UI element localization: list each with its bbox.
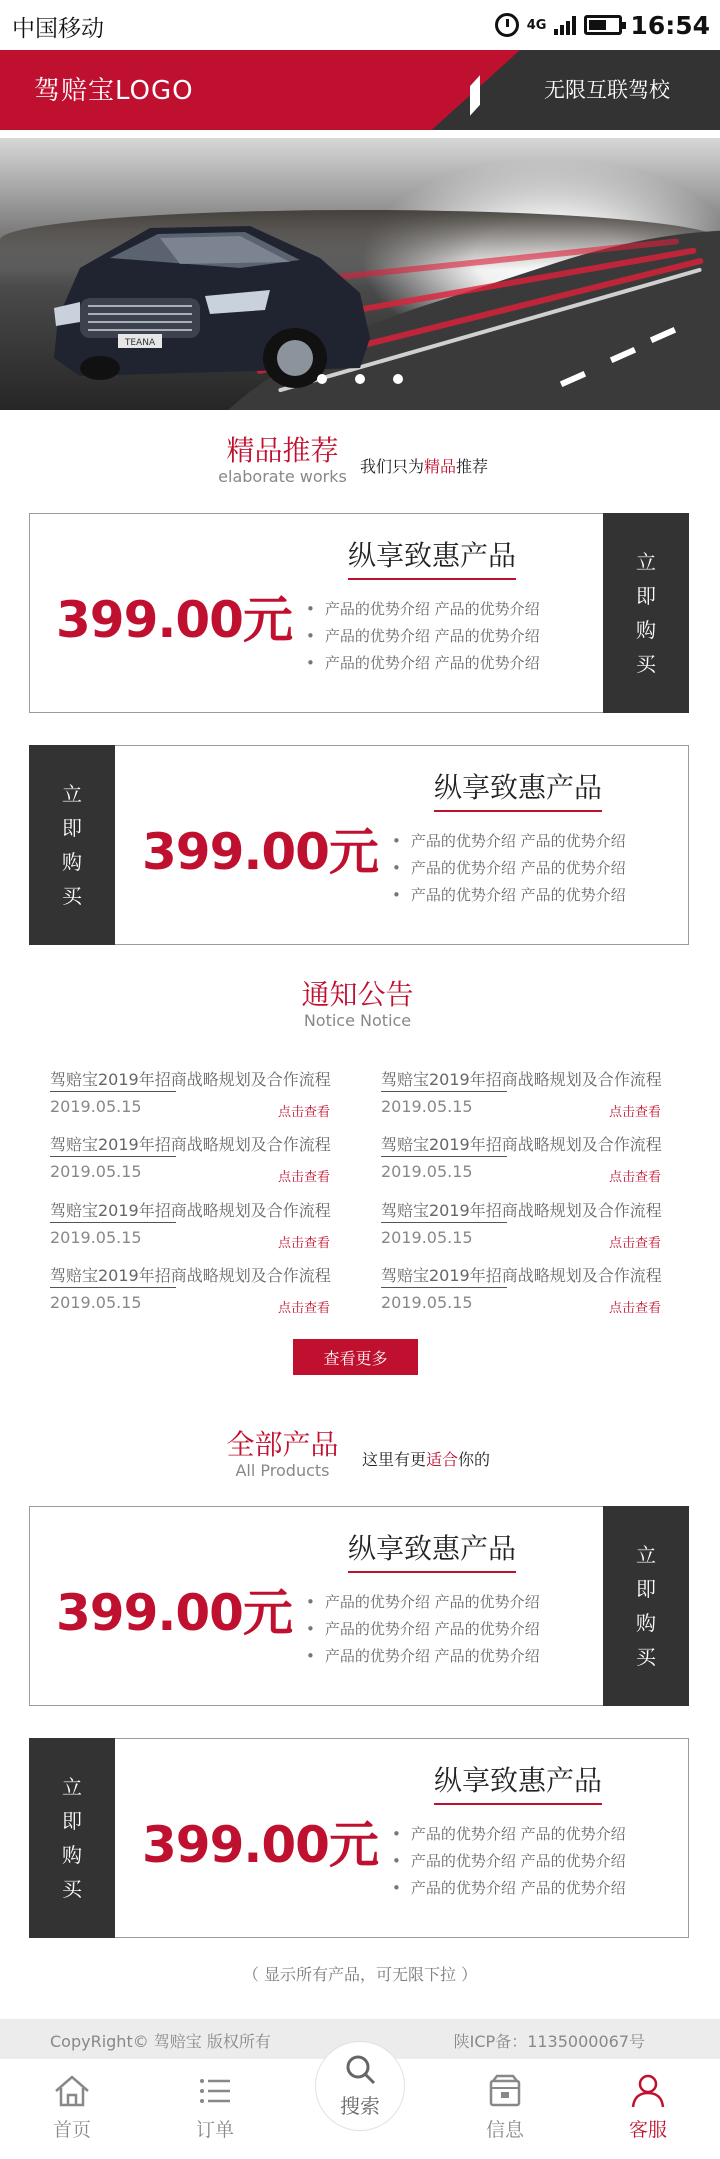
buy-label-char: 即 (636, 1577, 656, 1601)
carousel-indicators (0, 374, 720, 384)
notice-item-title[interactable]: 驾赔宝2019年招商战略规划及合作流程 (50, 1201, 331, 1220)
buy-now-button[interactable] (603, 1506, 689, 1706)
search-icon (342, 2052, 378, 2088)
notice-subtitle: Notice Notice (303, 1011, 412, 1030)
product-price: 399.00元 (56, 1584, 292, 1642)
tab-label: 搜索 (340, 2094, 380, 2118)
notice-item-title[interactable]: 驾赔宝2019年招商战略规划及合作流程 (50, 1266, 331, 1285)
all-products-note-highlight: 适合 (426, 1450, 459, 1469)
notice-item-title[interactable]: 驾赔宝2019年招商战略规划及合作流程 (50, 1135, 331, 1154)
all-products-section-title (215, 1428, 350, 1480)
notice-item-date: 2019.05.15 (381, 1162, 473, 1181)
notice-divider (381, 1091, 507, 1092)
feature-item: • 产品的优势介绍 产品的优势介绍 (306, 596, 540, 623)
all-products-title: 全部产品 (226, 1428, 339, 1461)
featured-note-highlight: 精品 (424, 457, 457, 476)
all-products-note-prefix: 这里有更 (362, 1450, 427, 1469)
notice-item-date: 2019.05.15 (50, 1293, 142, 1312)
notice-item-date: 2019.05.15 (50, 1162, 142, 1181)
status-indicators (495, 10, 710, 40)
all-products-note-suffix: 你的 (458, 1450, 491, 1469)
notice-item-date: 2019.05.15 (381, 1228, 473, 1247)
product-card[interactable] (29, 513, 689, 713)
tab-search[interactable] (315, 2041, 405, 2131)
network-type: 4G (526, 17, 547, 33)
featured-subtitle: elaborate works (218, 467, 347, 486)
buy-label-char: 立 (636, 550, 656, 574)
home-icon (52, 2073, 92, 2109)
feature-item: • 产品的优势介绍 产品的优势介绍 (392, 1848, 626, 1875)
buy-label-char: 购 (62, 850, 82, 874)
buy-now-button[interactable] (29, 745, 115, 945)
alarm-icon (495, 13, 519, 37)
product-price: 399.00元 (142, 823, 378, 881)
product-name: 纵享致惠产品 (348, 1527, 516, 1573)
feature-item: • 产品的优势介绍 产品的优势介绍 (306, 1643, 540, 1670)
product-price: 399.00元 (142, 1816, 378, 1874)
notice-item-title[interactable]: 驾赔宝2019年招商战略规划及合作流程 (381, 1266, 662, 1285)
featured-note-prefix: 我们只为 (360, 457, 425, 476)
notice-item-link[interactable]: 点击查看 (608, 1301, 661, 1316)
notice-item[interactable] (50, 1132, 330, 1192)
notice-item-link[interactable]: 点击查看 (277, 1170, 330, 1185)
buy-label-char: 买 (636, 652, 656, 676)
tab-home[interactable] (22, 2073, 122, 2142)
bottom-tab-bar (0, 2059, 720, 2159)
tab-label: 首页 (52, 2119, 91, 2141)
product-name: 纵享致惠产品 (434, 766, 602, 812)
product-card[interactable] (29, 745, 689, 945)
tab-label: 客服 (628, 2119, 667, 2141)
tab-messages[interactable] (455, 2073, 555, 2142)
notice-divider (50, 1222, 176, 1223)
tab-customer-service[interactable] (598, 2073, 698, 2142)
user-icon (628, 2073, 668, 2109)
notice-divider (50, 1091, 176, 1092)
status-bar (0, 0, 720, 50)
buy-label-char: 立 (62, 782, 82, 806)
notice-item-title[interactable]: 驾赔宝2019年招商战略规划及合作流程 (381, 1070, 662, 1089)
product-price: 399.00元 (56, 591, 292, 649)
car-image (40, 198, 380, 398)
buy-label-char: 买 (636, 1645, 656, 1669)
notice-divider (50, 1287, 176, 1288)
buy-label-char: 立 (636, 1543, 656, 1567)
notice-item-link[interactable]: 点击查看 (608, 1105, 661, 1120)
buy-now-button[interactable] (603, 513, 689, 713)
featured-note (360, 454, 488, 477)
buy-label-char: 买 (62, 1877, 82, 1901)
buy-now-button[interactable] (29, 1738, 115, 1938)
notice-divider (381, 1156, 507, 1157)
carousel-dot[interactable] (355, 374, 365, 384)
notice-item[interactable] (50, 1263, 330, 1323)
battery-icon (584, 15, 622, 35)
product-features (392, 828, 626, 909)
product-name: 纵享致惠产品 (348, 534, 516, 580)
feature-item: • 产品的优势介绍 产品的优势介绍 (392, 855, 626, 882)
buy-label-char: 购 (62, 1843, 82, 1867)
notice-item[interactable] (381, 1198, 661, 1258)
buy-label-char: 即 (62, 816, 82, 840)
icp-number: 陕ICP备：1135000067号 (453, 2032, 645, 2051)
hero-banner[interactable] (0, 138, 720, 410)
notice-item-date: 2019.05.15 (50, 1097, 142, 1116)
carousel-dot[interactable] (393, 374, 403, 384)
app-header (0, 50, 720, 130)
notice-item[interactable] (50, 1198, 330, 1258)
notice-item-link[interactable]: 点击查看 (277, 1105, 330, 1120)
notice-item-date: 2019.05.15 (381, 1293, 473, 1312)
product-card[interactable] (29, 1506, 689, 1706)
notice-item-date: 2019.05.15 (381, 1097, 473, 1116)
feature-item: • 产品的优势介绍 产品的优势介绍 (306, 650, 540, 677)
notice-item-title[interactable]: 驾赔宝2019年招商战略规划及合作流程 (381, 1135, 662, 1154)
notice-item-link[interactable]: 点击查看 (608, 1170, 661, 1185)
list-icon (195, 2073, 235, 2109)
notice-item-link[interactable]: 点击查看 (277, 1236, 330, 1251)
tab-label: 信息 (485, 2119, 524, 2141)
carrier-name: 中国移动 (12, 16, 104, 42)
feature-item: • 产品的优势介绍 产品的优势介绍 (392, 828, 626, 855)
all-products-note (362, 1447, 490, 1470)
product-card[interactable] (29, 1738, 689, 1938)
notice-section-title (290, 978, 425, 1030)
clock-time: 16:54 (630, 10, 710, 40)
notice-item[interactable] (381, 1263, 661, 1323)
featured-title: 精品推荐 (226, 434, 339, 467)
product-features (392, 1821, 626, 1902)
notice-divider (381, 1287, 507, 1288)
message-box-icon (485, 2073, 525, 2109)
carousel-dot[interactable] (317, 374, 327, 384)
license-plate: TEANA (124, 338, 156, 348)
feature-item: • 产品的优势介绍 产品的优势介绍 (392, 882, 626, 909)
buy-label-char: 购 (636, 1611, 656, 1635)
notice-item-date: 2019.05.15 (50, 1228, 142, 1247)
feature-item: • 产品的优势介绍 产品的优势介绍 (306, 1616, 540, 1643)
feature-item: • 产品的优势介绍 产品的优势介绍 (392, 1821, 626, 1848)
featured-note-suffix: 推荐 (456, 457, 489, 476)
copyright-text: CopyRight© 驾赔宝 版权所有 (50, 2032, 271, 2051)
feature-item: • 产品的优势介绍 产品的优势介绍 (306, 1589, 540, 1616)
buy-label-char: 购 (636, 618, 656, 642)
all-products-subtitle: All Products (235, 1461, 330, 1480)
header-slogan: 无限互联驾校 (544, 78, 670, 102)
notice-item[interactable] (381, 1132, 661, 1192)
notice-item-title[interactable]: 驾赔宝2019年招商战略规划及合作流程 (381, 1201, 662, 1220)
featured-section-title (215, 434, 350, 486)
tab-label: 订单 (195, 2119, 234, 2141)
buy-label-char: 即 (636, 584, 656, 608)
tab-orders[interactable] (165, 2073, 265, 2142)
buy-label-char: 立 (62, 1775, 82, 1799)
feature-item: • 产品的优势介绍 产品的优势介绍 (306, 623, 540, 650)
notice-item[interactable] (50, 1067, 330, 1127)
feature-item: • 产品的优势介绍 产品的优势介绍 (392, 1875, 626, 1902)
notice-item-link[interactable]: 点击查看 (608, 1236, 661, 1251)
notice-divider (381, 1222, 507, 1223)
notice-divider (50, 1156, 176, 1157)
view-more-button[interactable]: 查看更多 (293, 1339, 418, 1375)
buy-label-char: 买 (62, 884, 82, 908)
notice-title: 通知公告 (301, 978, 414, 1011)
product-features (306, 596, 540, 677)
signal-icon (554, 15, 576, 35)
buy-label-char: 即 (62, 1809, 82, 1833)
notice-item-title[interactable]: 驾赔宝2019年招商战略规划及合作流程 (50, 1070, 331, 1089)
notice-item-link[interactable]: 点击查看 (277, 1301, 330, 1316)
product-name: 纵享致惠产品 (434, 1759, 602, 1805)
infinite-scroll-hint: （ 显示所有产品，可无限下拉 ） (242, 1965, 478, 1984)
product-features (306, 1589, 540, 1670)
app-logo[interactable]: 驾赔宝LOGO (34, 76, 194, 106)
notice-item[interactable] (381, 1067, 661, 1127)
